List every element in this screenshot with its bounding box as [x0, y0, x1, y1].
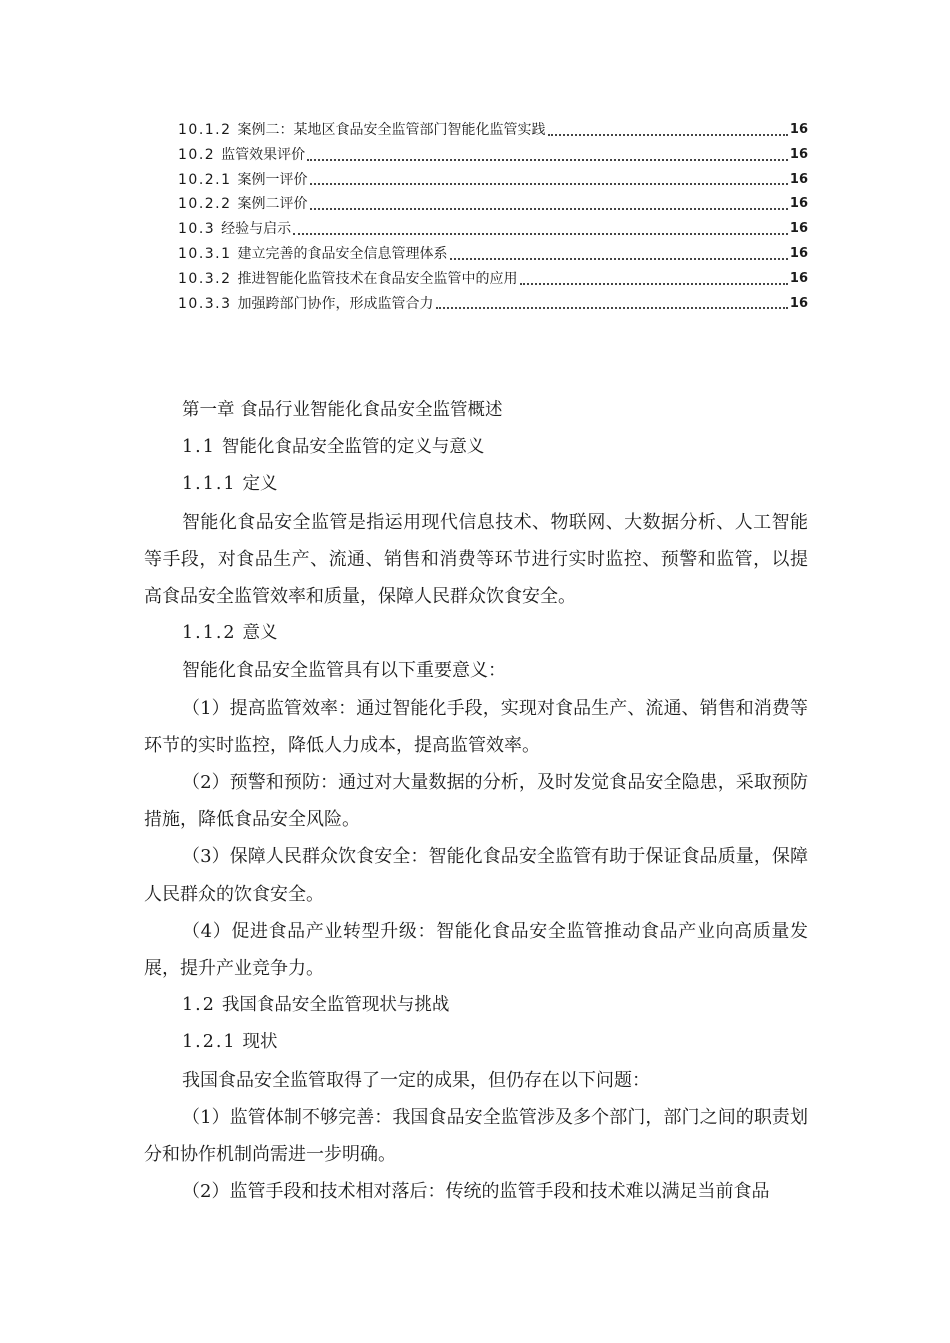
toc-leader — [450, 258, 788, 260]
toc-entry[interactable] — [178, 168, 808, 193]
toc-title: 监管效果评价 — [221, 146, 306, 163]
toc-number: 10.3 — [178, 221, 216, 238]
subsection-number: 1.2.1 — [182, 1032, 237, 1053]
toc-leader — [310, 208, 788, 210]
toc-page: 16 — [789, 221, 808, 237]
toc-title: 案例二评价 — [237, 196, 308, 213]
toc-page: 16 — [789, 171, 808, 187]
subsection-number: 1.1.2 — [182, 623, 237, 644]
status-item: （1）监管体制不够完善：我国食品安全监管涉及多个部门，部门之间的职责划分和协作机制尚需进一步明确。 — [144, 1106, 808, 1165]
toc-leader — [307, 159, 788, 161]
significance-item: （3）保障人民群众饮食安全：智能化食品安全监管有助于保证食品质量，保障人民群众的饮食安全。 — [144, 846, 808, 905]
toc-title: 案例二：某地区食品安全监管部门智能化监管实践 — [237, 122, 546, 138]
subsection-heading — [144, 615, 808, 652]
subsection-title: 意义 — [242, 623, 278, 644]
table-of-contents — [178, 118, 808, 316]
toc-leader — [293, 233, 788, 235]
subsection-title: 定义 — [242, 474, 278, 495]
toc-entry[interactable] — [178, 192, 808, 217]
toc-entry[interactable] — [178, 217, 808, 242]
subsection-title: 现状 — [242, 1032, 278, 1053]
toc-number: 10.2.1 — [178, 171, 232, 188]
toc-number: 10.3.2 — [178, 270, 232, 287]
toc-page: 16 — [789, 196, 808, 212]
toc-number: 10.3.1 — [178, 245, 232, 262]
subsection-heading — [144, 466, 808, 503]
toc-entry[interactable] — [178, 292, 808, 317]
toc-title: 经验与启示 — [221, 221, 292, 238]
significance-item: （1）提高监管效率：通过智能化手段，实现对食品生产、流通、销售和消费等环节的实时监控，降低人力成本，提高监管效率。 — [144, 697, 808, 756]
toc-number: 10.3.3 — [178, 295, 232, 312]
definition-paragraph: 智能化食品安全监管是指运用现代信息技术、物联网、大数据分析、人工智能等手段，对食品生产、流通、销售和消费等环节进行实时监控、预警和监管，以提高食品安全监管效率和质量，保障人民群众饮食安全。 — [144, 511, 808, 607]
toc-entry[interactable] — [178, 267, 808, 292]
toc-leader — [436, 307, 788, 309]
toc-leader — [548, 134, 788, 136]
subsection-heading — [144, 1024, 808, 1061]
toc-entry[interactable] — [178, 118, 808, 143]
status-intro: 我国食品安全监管取得了一定的成果，但仍存在以下问题： — [182, 1069, 650, 1091]
section-heading — [144, 429, 808, 466]
subsection-number: 1.1.1 — [182, 474, 237, 495]
section-number: 1.1 — [182, 437, 216, 458]
toc-number: 10.2 — [178, 146, 216, 163]
toc-entry[interactable] — [178, 143, 808, 168]
status-item: （2）监管手段和技术相对落后：传统的监管手段和技术难以满足当前食品 — [182, 1181, 770, 1203]
toc-page: 16 — [789, 122, 808, 137]
significance-item: （4）促进食品产业转型升级：智能化食品安全监管推动食品产业向高质量发展，提升产业竞争力。 — [144, 920, 808, 979]
section-title: 我国食品安全监管现状与挑战 — [221, 995, 450, 1016]
section-number: 1.2 — [182, 995, 216, 1016]
toc-page: 16 — [789, 295, 808, 311]
toc-page: 16 — [789, 245, 808, 261]
toc-title: 建立完善的食品安全信息管理体系 — [237, 245, 448, 262]
toc-entry[interactable] — [178, 242, 808, 267]
chapter-body — [144, 392, 808, 1210]
significance-item: （2）预警和预防：通过对大量数据的分析，及时发觉食品安全隐患，采取预防措施，降低食品安全风险。 — [144, 771, 808, 831]
toc-title: 加强跨部门协作，形成监管合力 — [237, 295, 434, 312]
toc-number: 10.1.2 — [178, 122, 232, 138]
chapter-title: 第一章 食品行业智能化食品安全监管概述 — [182, 400, 503, 420]
significance-intro: 智能化食品安全监管具有以下重要意义： — [182, 660, 506, 682]
toc-page: 16 — [789, 146, 808, 162]
toc-page: 16 — [789, 270, 808, 286]
section-title: 智能化食品安全监管的定义与意义 — [221, 437, 485, 458]
toc-title: 推进智能化监管技术在食品安全监管中的应用 — [237, 270, 518, 287]
toc-title: 案例一评价 — [237, 171, 308, 188]
toc-leader — [310, 183, 788, 185]
toc-leader — [520, 283, 788, 285]
section-heading — [144, 987, 808, 1024]
toc-number: 10.2.2 — [178, 196, 232, 213]
